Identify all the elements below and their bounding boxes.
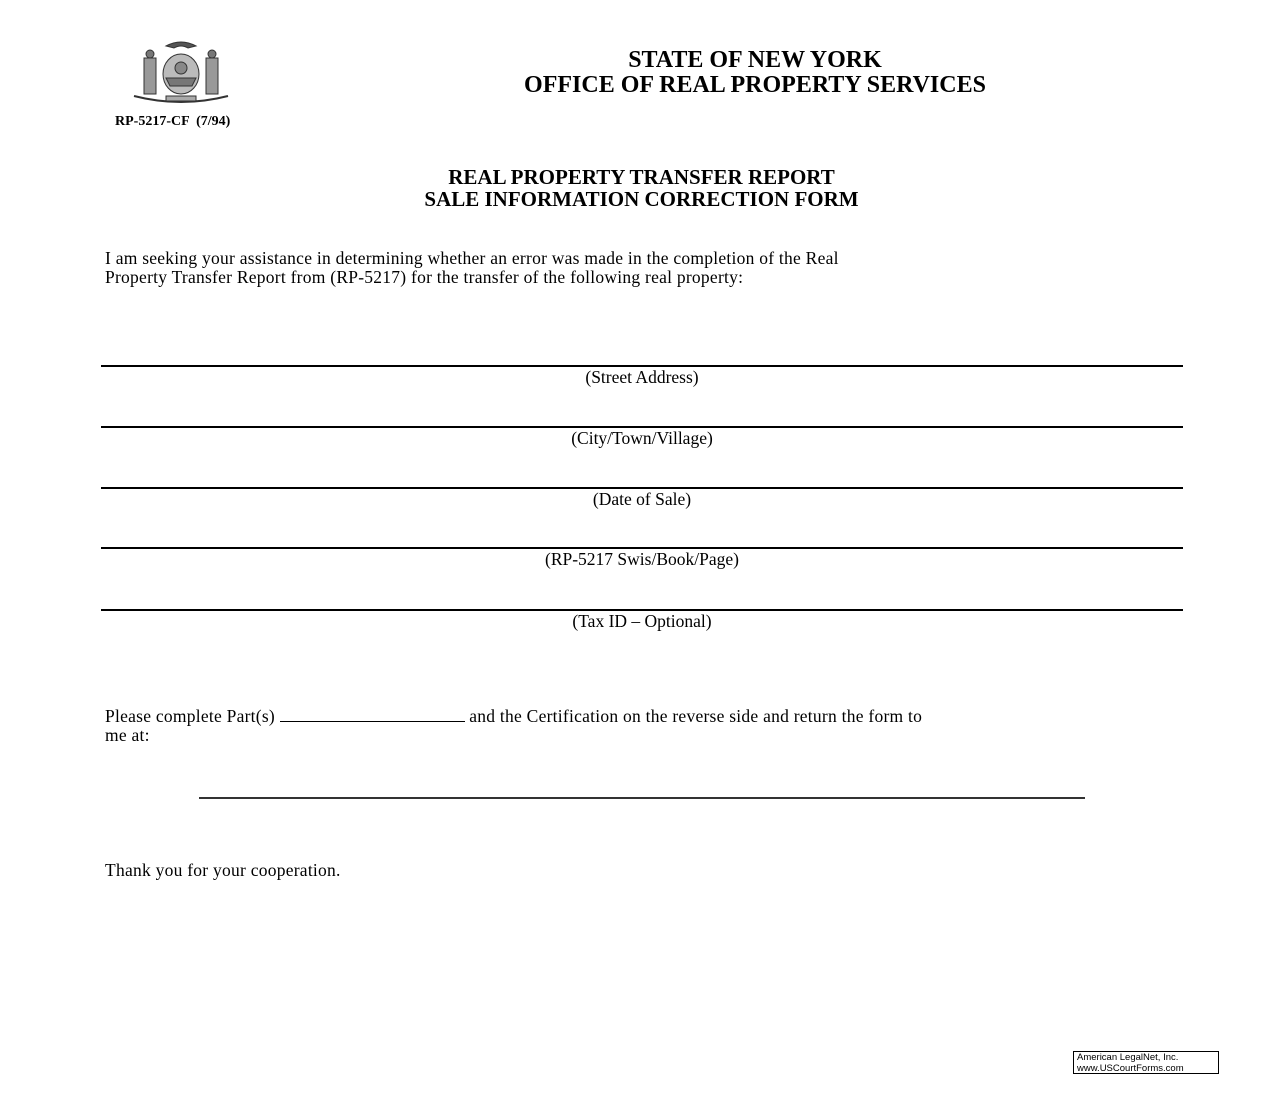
street-address-label: (Street Address) — [585, 367, 699, 387]
city-town-village-label: (City/Town/Village) — [571, 428, 713, 448]
field-swis-book-page-input[interactable] — [101, 512, 1183, 548]
return-address-line — [199, 797, 1085, 799]
intro-paragraph: I am seeking your assistance in determining whether an error was made in the completion of the Real Property Transfer Report from (RP-5217) for the transfer of the following real property: — [105, 248, 839, 287]
return-address-input[interactable] — [199, 775, 1085, 799]
date-of-sale-label: (Date of Sale) — [592, 489, 692, 509]
tax-id-label: (Tax ID – Optional) — [572, 611, 712, 631]
form-subtitle: SALE INFORMATION CORRECTION FORM — [424, 187, 859, 211]
swis-book-page-label: (RP-5217 Swis/Book/Page) — [545, 549, 739, 569]
agency-office: OFFICE OF REAL PROPERTY SERVICES — [524, 72, 986, 98]
form-title: REAL PROPERTY TRANSFER REPORT — [448, 165, 835, 189]
form-id: RP-5217-CF (7/94) — [115, 114, 231, 129]
field-city-town-village-input[interactable] — [101, 391, 1183, 427]
field-date-of-sale-input[interactable] — [101, 452, 1183, 488]
field-tax-id-input[interactable] — [101, 574, 1183, 610]
closing-text: Thank you for your cooperation. — [105, 860, 341, 880]
request-paragraph: Please complete Part(s) and the Certification on the reverse side and return the form to me at: — [105, 706, 923, 745]
field-street-address-input[interactable] — [101, 330, 1183, 366]
parts-input[interactable] — [280, 707, 465, 722]
publisher-footer: American LegalNet, Inc. www.USCourtForms.com — [1073, 1051, 1219, 1074]
agency-state: STATE OF NEW YORK — [628, 47, 882, 73]
